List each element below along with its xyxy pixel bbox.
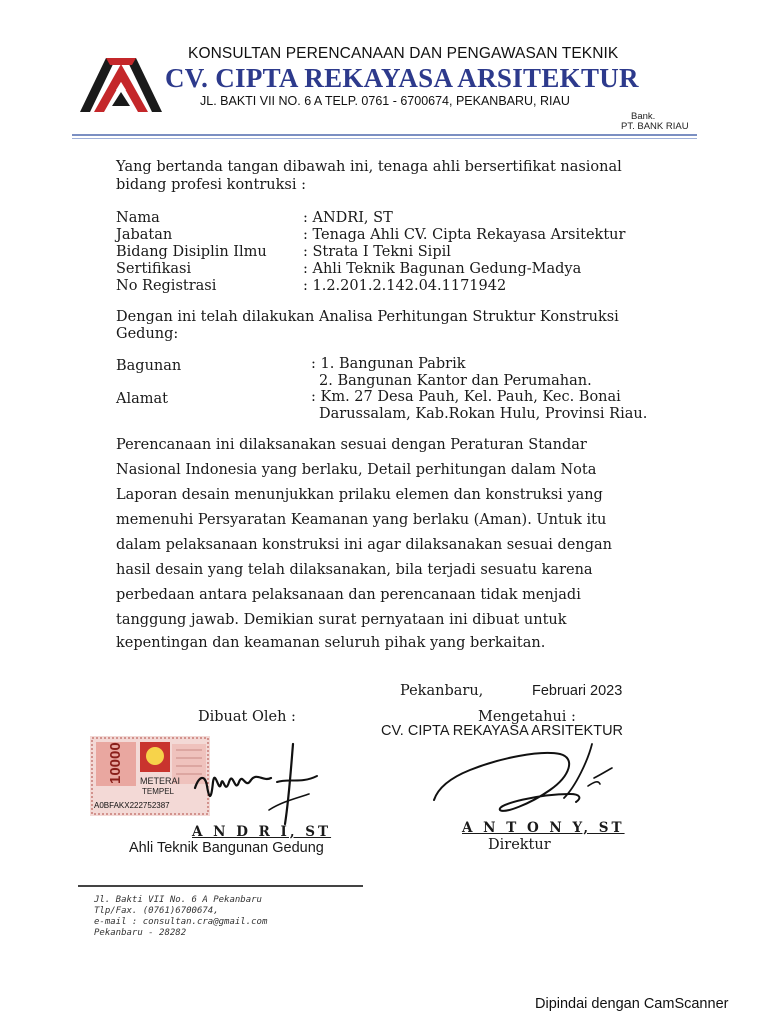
company-address: JL. BAKTI VII NO. 6 A TELP. 0761 - 6700674, PEKANBARU, RIAU [200,94,570,108]
signature-andri [185,738,325,828]
right-sign-heading: Mengetahui : [478,709,576,725]
right-signer-title: Direktur [488,837,551,853]
analysis-line-2: Gedung: [116,326,179,342]
header-divider [72,134,697,136]
footer-divider [78,885,363,887]
statement-line: Perencanaan ini dilaksanakan sesuai dengan Peraturan Standar [116,437,587,453]
footer-city: Pekanbaru - 28282 [94,928,187,938]
stamp-amount: 10000 [107,742,124,784]
identity-value-certification: : Ahli Teknik Bagunan Gedung-Madya [303,261,582,277]
identity-label-name: Nama [116,210,160,226]
identity-label-certification: Sertifikasi [116,261,192,277]
building-label: Bagunan [116,358,182,374]
analysis-line-1: Dengan ini telah dilakukan Analisa Perhitungan Struktur Konstruksi [116,309,619,325]
identity-value-discipline: : Strata I Tekni Sipil [303,244,451,260]
left-signer-name: A N D R I, ST [192,824,332,840]
identity-value-name: : ANDRI, ST [303,210,393,226]
footer-phone: Tlp/Fax. (0761)6700674, [94,906,219,916]
building-item-1: : 1. Bangunan Pabrik [311,356,466,372]
address-label: Alamat [116,391,168,407]
bank-label: Bank. [631,111,656,122]
statement-line: kepentingan dan keamanan seluruh pihak yang berkaitan. [116,635,546,651]
statement-line: tanggung jawab. Demikian surat pernyataan ini dibuat untuk [116,612,567,628]
stamp-serial: A0BFAKX222752387 [94,801,170,810]
address-line-2: Darussalam, Kab.Rokan Hulu, Provinsi Riau. [319,406,648,422]
date-month-year: Februari 2023 [532,683,623,699]
statement-line: dalam pelaksanaan konstruksi ini agar dilaksanakan sesuai dengan [116,537,612,553]
header-divider-thin [72,138,697,139]
identity-label-discipline: Bidang Disiplin Ilmu [116,244,267,260]
stamp-label-2: TEMPEL [142,787,175,796]
signature-antony [430,740,615,820]
statement-line: Laporan desain menunjukkan prilaku elemen dan konstruksi yang [116,487,603,503]
identity-value-position: : Tenaga Ahli CV. Cipta Rekayasa Arsitektur [303,227,626,243]
identity-value-registration: : 1.2.201.2.142.04.1171942 [303,278,507,294]
scanner-watermark: Dipindai dengan CamScanner [535,996,729,1012]
right-sign-company: CV. CIPTA REKAYASA ARSITEKTUR [381,723,624,739]
date-city: Pekanbaru, [400,683,484,699]
statement-line: hasil desain yang telah dilaksanakan, bila terjadi sesuatu karena [116,562,593,578]
bank-name: PT. BANK RIAU [621,121,689,132]
building-item-2: 2. Bangunan Kantor dan Perumahan. [319,373,592,389]
statement-line: Nasional Indonesia yang berlaku, Detail perhitungan dalam Nota [116,462,597,478]
intro-line-2: bidang profesi kontruksi : [116,177,306,193]
footer-email: e-mail : consultan.cra@gmail.com [94,917,268,927]
right-signer-name: A N T O N Y, ST [462,820,625,836]
statement-line: perbedaan antara pelaksanaan dan perencanaan tidak menjadi [116,587,581,603]
footer-address: Jl. Bakti VII No. 6 A Pekanbaru [94,895,262,905]
intro-line-1: Yang bertanda tangan dibawah ini, tenaga ahli bersertifikat nasional [116,159,622,175]
left-signer-title: Ahli Teknik Bangunan Gedung [129,840,324,856]
company-name: CV. CIPTA REKAYASA ARSITEKTUR [165,63,639,93]
address-line-1: : Km. 27 Desa Pauh, Kel. Pauh, Kec. Bonai [311,389,621,405]
left-sign-heading: Dibuat Oleh : [198,709,296,725]
stamp-label-1: METERAI [140,776,181,786]
identity-label-position: Jabatan [116,227,173,243]
company-logo [76,46,166,118]
statement-line: memenuhi Persyaratan Keamanan yang berlaku (Aman). Untuk itu [116,512,607,528]
identity-label-registration: No Registrasi [116,278,217,294]
company-subtitle: KONSULTAN PERENCANAAN DAN PENGAWASAN TEKNIK [188,45,619,62]
